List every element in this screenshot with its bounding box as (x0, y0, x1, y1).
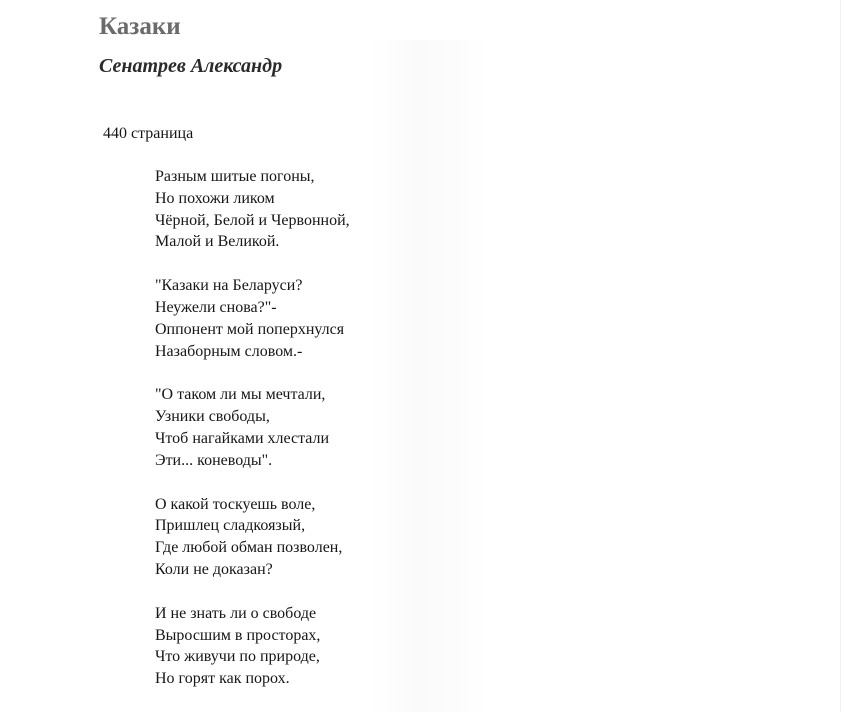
poem-line: Неужели снова?"- (155, 298, 277, 316)
poem-line: Оппонент мой поперхнулся (155, 320, 345, 338)
poem-line: Малой и Великой. (155, 233, 280, 251)
stanza-4 (155, 494, 350, 581)
poem-line: Но горят как порох. (155, 670, 290, 688)
poem-body (155, 166, 350, 712)
stanza-1 (155, 166, 350, 253)
poem-line: Но похожи ликом (155, 189, 275, 207)
poem-line: Чтоб нагайками хлестали (155, 429, 330, 447)
poem-line: И не знать ли о свободе (155, 604, 317, 622)
stanza-3 (155, 384, 350, 471)
poem-line: Чёрной, Белой и Червонной, (155, 211, 350, 229)
poem-title: Казаки (99, 13, 181, 40)
poem-line: Разным шитые погоны, (155, 168, 315, 185)
poem-line: О какой тоскуешь воле, (155, 495, 316, 513)
poem-line: Эти... коневоды". (155, 451, 273, 469)
poem-line: Узники свободы, (155, 408, 270, 426)
page-number-label: 440 страница (103, 125, 194, 142)
poem-line: Коли не доказан? (155, 560, 273, 578)
poem-line: Выросшим в просторах, (155, 626, 321, 644)
poem-line: Пришлец сладкоязый, (155, 517, 306, 535)
stanza-2 (155, 275, 350, 362)
poem-line: Назаборным словом.- (155, 342, 303, 360)
stanza-5 (155, 603, 350, 690)
poem-author: Сенатрев Александр (99, 55, 283, 77)
scan-edge-line (840, 0, 841, 712)
scan-shading (370, 40, 490, 712)
poem-line: "О таком ли мы мечтали, (155, 386, 326, 404)
poem-line: Где любой обман позволен, (155, 539, 343, 557)
poem-line: Что живучи по природе, (155, 648, 320, 666)
poem-line: "Казаки на Беларуси? (155, 277, 303, 295)
